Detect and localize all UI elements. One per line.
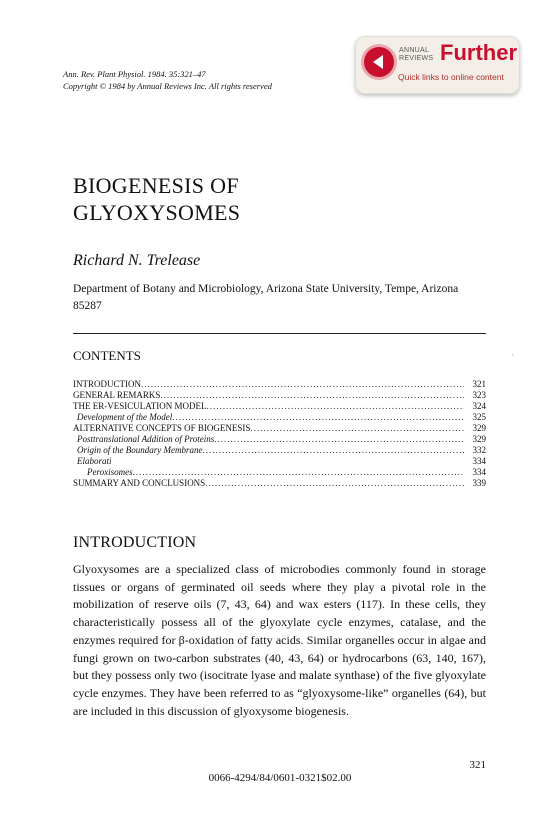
toc-label: ALTERNATIVE CONCEPTS OF BIOGENESIS bbox=[73, 423, 251, 433]
toc-page: 321 bbox=[472, 379, 486, 389]
toc-page: 339 bbox=[472, 478, 486, 488]
toc-label: Elaborati bbox=[77, 456, 112, 466]
banner-tagline: Quick links to online content bbox=[398, 72, 504, 82]
toc-label: Origin of the Boundary Membrane bbox=[77, 445, 203, 455]
toc-entry[interactable] bbox=[73, 379, 486, 390]
toc-entry[interactable] bbox=[73, 434, 486, 445]
banner-annual-reviews bbox=[399, 47, 433, 63]
journal-citation: Ann. Rev. Plant Physiol. 1984. 35:321–47 bbox=[63, 69, 206, 79]
page-number: 321 bbox=[469, 759, 486, 771]
introduction-paragraph: Glyoxysomes are a specialized class of microbodies commonly found in storage tissues or organs of germinated oil seeds where they play a pivotal role in the mobilization of reserve oils (7, 43, 64) and wax esters (117). In these cells, they characteristically possess all of the glyoxylate cycle enzymes, catalase, and the enzymes required for β-oxidation of fatty acids. Similar organelles occur in algae and fungi grown on two-carbon substrates (40, 43, 64) or hydrocarbons (63, 140, 167), but they possess only two (isocitrate lyase and malate synthase) of the five glyoxylate cycle enzymes. They have been referred to as “glyoxysome-like” organelles (64), but are included in this discussion of glyoxysome biogenesis. bbox=[73, 562, 486, 718]
banner-reviews: REVIEWS bbox=[399, 55, 434, 62]
toc-label: Peroxisomes bbox=[87, 467, 133, 477]
banner-annual: ANNUAL bbox=[399, 47, 430, 54]
further-banner[interactable] bbox=[355, 36, 520, 94]
toc-label: INTRODUCTION bbox=[73, 379, 141, 389]
divider-rule bbox=[73, 333, 486, 334]
toc-label: SUMMARY AND CONCLUSIONS bbox=[73, 478, 206, 488]
introduction-heading: INTRODUCTION bbox=[73, 534, 197, 551]
author-name: Richard N. Trelease bbox=[73, 252, 201, 269]
banner-further: Further bbox=[440, 40, 517, 65]
toc-label: GENERAL REMARKS bbox=[73, 390, 161, 400]
footer-code: 0066-4294/84/0601-0321$02.00 bbox=[208, 772, 352, 784]
toc-page: 324 bbox=[472, 401, 486, 411]
toc-entry[interactable] bbox=[73, 390, 486, 401]
contents-heading: CONTENTS bbox=[73, 348, 141, 363]
toc-page: 334 bbox=[472, 467, 486, 477]
title-line-2: GLYOXYSOMES bbox=[73, 200, 241, 225]
toc-entry[interactable] bbox=[73, 401, 486, 412]
toc-entry[interactable] bbox=[73, 423, 486, 434]
journal-citation-block bbox=[63, 68, 272, 92]
toc-page: 332 bbox=[472, 445, 486, 455]
toc-page: 325 bbox=[472, 412, 486, 422]
toc-label: THE ER-VESICULATION MODEL bbox=[73, 401, 207, 411]
journal-copyright: Copyright © 1984 by Annual Reviews Inc. All rights reserved bbox=[63, 81, 272, 91]
back-arrow-icon bbox=[364, 47, 394, 77]
margin-mark: ˛ bbox=[512, 350, 514, 356]
toc-label: Development of the Model bbox=[77, 412, 173, 422]
toc-entry[interactable] bbox=[73, 456, 486, 467]
article-title bbox=[73, 172, 240, 226]
toc-entry[interactable] bbox=[73, 467, 486, 478]
table-of-contents bbox=[73, 379, 486, 489]
toc-entry[interactable] bbox=[73, 478, 486, 489]
toc-page: 323 bbox=[472, 390, 486, 400]
toc-page: 334 bbox=[472, 456, 486, 466]
toc-entry[interactable] bbox=[73, 445, 486, 456]
toc-entry[interactable] bbox=[73, 412, 486, 423]
author-affiliation: Department of Botany and Microbiology, Arizona State University, Tempe, Arizona 85287 bbox=[73, 283, 459, 312]
toc-page: 329 bbox=[472, 434, 486, 444]
title-line-1: BIOGENESIS OF bbox=[73, 173, 239, 198]
toc-page: 329 bbox=[472, 423, 486, 433]
toc-label: Posttranslational Addition of Proteins bbox=[77, 434, 215, 444]
